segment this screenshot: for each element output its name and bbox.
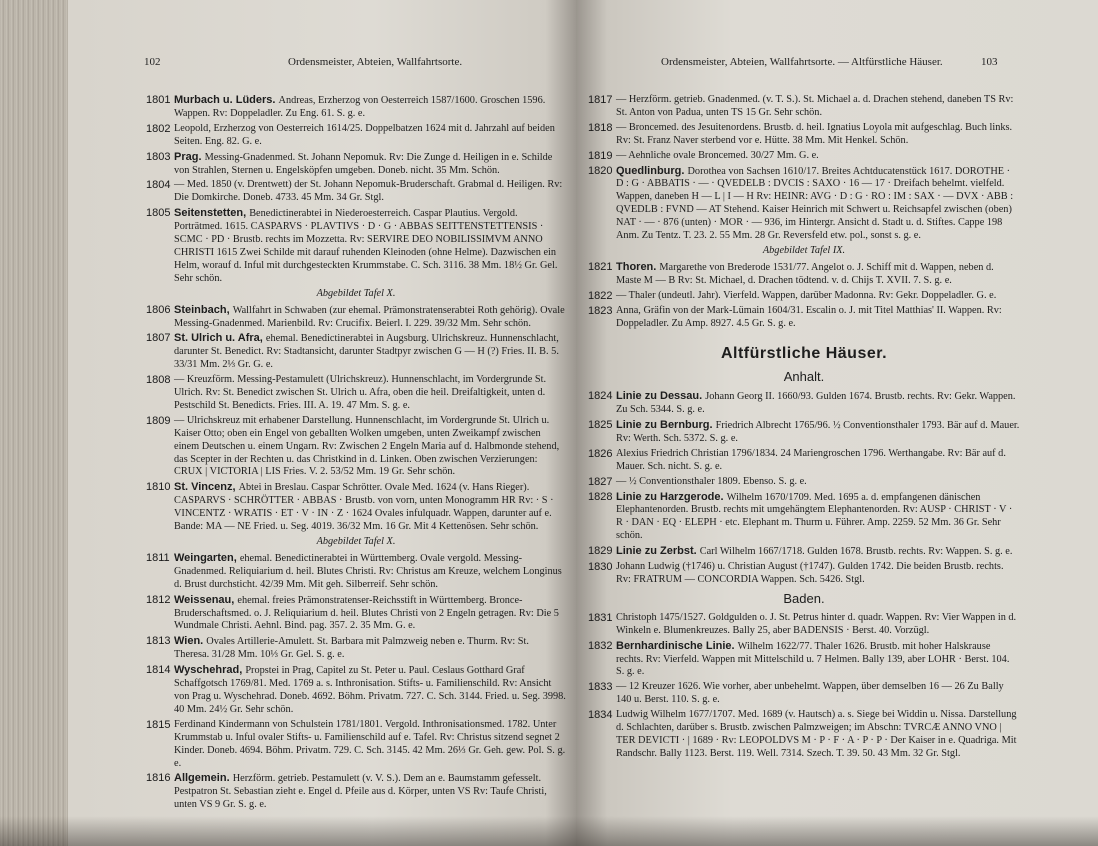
catalog-entry xyxy=(588,419,1020,446)
entry-text: Christoph 1475/1527. Goldgulden o. J. St. Petrus hinter d. quadr. Wappen. Rv: Vier Wappen in d. Winkeln e. Blumenkreuzes. Bally 25, aber BADENSIS · Berst. 40. Vorzügl. xyxy=(616,611,1017,636)
catalog-entry xyxy=(146,594,566,634)
entry-text: — Aehnliche ovale Broncemed. 30/27 Mm. G. e. xyxy=(616,149,819,161)
entry-heading: Murbach u. Lüders. xyxy=(174,94,279,106)
book-page-edges xyxy=(0,0,68,846)
left-running-title: Ordensmeister, Abteien, Wallfahrtsorte. xyxy=(288,56,463,68)
entry-number: 1801 xyxy=(146,94,171,106)
entry-heading: Thoren. xyxy=(616,260,660,273)
entry-number: 1829 xyxy=(588,545,613,558)
entry-number: 1831 xyxy=(588,611,613,624)
catalog-entry xyxy=(146,332,566,372)
catalog-entry xyxy=(146,94,566,121)
catalog-entry xyxy=(146,151,566,178)
catalog-entry xyxy=(146,179,566,205)
entry-number: 1823 xyxy=(588,304,613,317)
catalog-entry xyxy=(146,123,566,149)
entry-text: — Thaler (undeutl. Jahr). Vierfeld. Wappen, darüber Madonna. Rv: Gekr. Doppeladler. G. e. xyxy=(616,289,997,301)
entry-heading: Linie zu Harzgerode. xyxy=(616,490,727,503)
catalog-entry xyxy=(588,305,1020,331)
entry-text: Johann Georg II. 1660/93. Gulden 1674. Brustb. rechts. Rv: Gekr. Wappen. Zu Sch. 5344. S. g. e. xyxy=(616,391,1016,416)
entry-text: Abtei in Breslau. Caspar Schrötter. Ovale Med. 1624 (v. Hans Rieger). CASPARVS · SCHRÖTTER · ABBAS · Brustb. von vorn, unten Monogramm HR Rv: · S · VINCENTZ · WRATIS · ET · V · IN · Z · 1624 Ovales infulquadr. Wappen, darunter auf e. Bande: MA — NE Fried. u. Seg. 4019. 36/32 Mm. 16 Gr. Mit 4 Kettenösen. Sehr schön. xyxy=(174,482,554,533)
entry-number: 1816 xyxy=(146,772,171,785)
entry-heading: St. Vincenz, xyxy=(174,481,239,494)
entry-text: Wallfahrt in Schwaben (zur ehemal. Prämonstratenserabtei Roth gehörig). Ovale Messing-Gnadenmed. Marienbild. Rv: Crucifix. Beierl. I. 229. 39/32 Mm. Sehr schön. xyxy=(174,304,565,329)
catalog-entry xyxy=(588,681,1020,707)
entry-number: 1815 xyxy=(146,718,171,731)
catalog-entry xyxy=(146,374,566,413)
entry-number: 1806 xyxy=(146,303,171,316)
entry-text: Wilhelm 1622/77. Thaler 1626. Brustb. mit hoher Halskrause rechts. Rv: Vierfeld. Wappen mit Mittelschild u. 7 Helmen. Bally 139, aber LOHR · Berst. 104. S. g. e. xyxy=(616,640,1010,678)
entry-text: — Herzförm. getrieb. Gnadenmed. (v. T. S.). St. Michael a. d. Drachen stehend, daneben TS Rv: St. Anton von Padua, unten TS 15 Gr. Sehr schön. xyxy=(616,94,1014,118)
left-page xyxy=(68,0,576,846)
entry-number: 1807 xyxy=(146,332,171,345)
entry-number: 1808 xyxy=(146,374,171,387)
entry-number: 1832 xyxy=(588,639,613,652)
entry-text: Messing-Gnadenmed. St. Johann Nepomuk. Rv: Die Zunge d. Heiligen in e. Schilde von Strahlen, Sternen u. Engelsköpfen umgeben. Doneb. nicht. 35 Mm. Schön. xyxy=(174,151,553,176)
entry-text: Ferdinand Kindermann von Schulstein 1781/1801. Vergold. Inthronisationsmed. 1782. Unter Krummstab u. Inful ovaler Stifts- u. Familienschild auf e. Tafel. Rv: Christus sitzend segnet 2 Kinder. Doneb. 4694. Böhm. Privatm. 729. C. Sch. 3145. 42 Mm. 26⅓ Gr. Geh. gew. Pol. S. g. e. xyxy=(174,718,566,769)
catalog-entry xyxy=(146,552,566,592)
catalog-entry xyxy=(146,304,566,331)
entry-number: 1834 xyxy=(588,709,613,722)
catalog-entry xyxy=(146,772,566,812)
figure-reference: Abgebildet Tafel X. xyxy=(316,536,396,547)
entry-number: 1814 xyxy=(146,664,171,677)
figure-reference: Abgebildet Tafel IX. xyxy=(762,244,846,256)
entry-number: 1830 xyxy=(588,561,613,574)
entry-heading: Wyschehrad, xyxy=(174,664,246,677)
entry-heading: Linie zu Zerbst. xyxy=(616,545,700,558)
catalog-entry xyxy=(146,207,566,285)
catalog-entry xyxy=(588,491,1020,544)
catalog-entry xyxy=(588,476,1020,489)
entry-number: 1825 xyxy=(588,419,613,432)
catalog-entry xyxy=(588,709,1020,761)
catalog-entry xyxy=(588,390,1020,417)
catalog-entry xyxy=(588,448,1020,474)
right-column xyxy=(588,94,1020,763)
catalog-entry xyxy=(146,415,566,480)
entry-number: 1809 xyxy=(146,414,171,427)
entry-heading: Linie zu Bernburg. xyxy=(616,419,716,432)
entry-text: Dorothea von Sachsen 1610/17. Breites Achtducatenstück 1617. DOROTHE · D : G · ABBATIS · — · QVEDELB : DVCIS : SAXO · 16 — 17 · Dreifach behelmt. vielfeld. Wappen, daneben H — L | I — H Rv: HEINR: AVG · D : G · RO : IM : SAX · — DVX · ABB : QVEDLB : FVND — AT Stehend. Kaiser Heinrich mit Schwert u. Reichsapfel zwischen (oben) NAT · — · 876 (unten) · MOR · — 936, im Hintergr. Ansicht d. Stadt u. d. Stiftes. Cappe 198 Anm. Zu Tentz. T. 23. 2. 55 Mm. 28 Gr. Reversfeld etw. pol., sonst s. g. e. xyxy=(616,165,1014,242)
catalog-entry xyxy=(588,94,1020,120)
entry-number: 1818 xyxy=(588,121,613,134)
entry-number: 1827 xyxy=(588,475,613,488)
entry-number: 1828 xyxy=(588,490,613,503)
catalog-entry xyxy=(146,635,566,662)
entry-text: Andreas, Erzherzog von Oesterreich 1587/1600. Groschen 1596. Wappen. Rv: Doppeladler. Zu Eng. 61. S. g. e. xyxy=(174,95,546,119)
entry-number: 1810 xyxy=(146,481,171,494)
left-column xyxy=(146,94,566,814)
right-running-title: Ordensmeister, Abteien, Wallfahrtsorte. — Altfürstliche Häuser. xyxy=(661,56,943,68)
entry-number: 1820 xyxy=(588,164,613,177)
entry-text: — Kreuzförm. Messing-Pestamulett (Ulrichskreuz). Hunnenschlacht, im Vordergrunde St. Ulrich. Rv: St. Benedict zwischen St. Ulrich u. Afra, oben die heil. Dreifaltigkeit, unten d. Pestschild St. Benedicts. Fries. III. A. 19. 47 Mm. S. g. e. xyxy=(174,374,547,411)
catalog-entry xyxy=(588,150,1020,163)
entry-number: 1819 xyxy=(588,149,613,162)
entry-text: — ½ Conventionsthaler 1809. Ebenso. S. g. e. xyxy=(616,475,807,487)
entry-heading: Linie zu Dessau. xyxy=(616,390,706,403)
entry-text: Friedrich Albrecht 1765/96. ½ Conventionsthaler 1793. Bär auf d. Mauer. Rv: Werth. Sch. 5372. S. g. e. xyxy=(616,420,1020,444)
entry-heading: Wien. xyxy=(174,635,207,648)
entry-number: 1811 xyxy=(146,551,170,564)
entry-text: Leopold, Erzherzog von Oesterreich 1614/25. Doppelbatzen 1624 mit d. Jahrzahl auf beiden Seiten. Eng. 82. G. e. xyxy=(174,122,555,147)
entry-heading: Weissenau, xyxy=(174,593,238,606)
entry-number: 1821 xyxy=(588,260,613,273)
entry-heading: Quedlinburg. xyxy=(616,164,688,177)
entry-heading: Steinbach, xyxy=(174,303,233,316)
catalog-entry xyxy=(146,481,566,534)
entry-text: — 12 Kreuzer 1626. Wie vorher, aber unbehelmt. Wappen, über demselben 16 — 26 Zu Bally 140 u. Berst. 110. S. g. e. xyxy=(616,681,1004,706)
entry-number: 1826 xyxy=(588,447,613,460)
catalog-entry xyxy=(588,165,1020,243)
right-page-number: 103 xyxy=(981,56,998,68)
entry-number: 1822 xyxy=(588,289,613,302)
entry-text: Margarethe von Brederode 1531/77. Angelot o. J. Schiff mit d. Wappen, neben d. Maste M — B Rv: St. Michael, d. Drachen tödtend. v. d. Chijs T. XVII. 7. S. g. e. xyxy=(616,261,994,286)
catalog-entry xyxy=(588,612,1020,638)
catalog-entry xyxy=(146,664,566,717)
entry-number: 1803 xyxy=(146,150,171,163)
catalog-entry xyxy=(588,122,1020,148)
entry-heading: Weingarten, xyxy=(174,551,240,564)
left-page-number: 102 xyxy=(144,56,161,68)
entry-text: Herzförm. getrieb. Pestamulett (v. V. S.). Dem an e. Baumstamm gefesselt. Pestpatron St. Sebastian zieht e. Engel d. Pfeile aus d. Körper, unten VS Rv: Taufe Christi, unten VS 9 Gr. S. g. e. xyxy=(174,773,547,811)
entry-text: Ovales Artillerie-Amulett. St. Barbara mit Palmzweig neben e. Thurm. Rv: St. Theresa. 31/28 Mm. 10⅓ Gr. Gel. S. g. e. xyxy=(174,636,529,661)
entry-text: Benedictinerabtei in Niederoesterreich. Caspar Plautius. Vergold. Porträtmed. 1615. CASPARVS · PLAVTIVS · D · G · ABBAS SEITTENSTETTENSIS · SCMC · PD · Brustb. rechts im Mozzetta. Rv: SERVIRE DEO NOBILISSIMVM ANNO CHRISTI 1615 Zwei Schilde mit darauf ruhenden Kleinoden (ohne Helme). Dazwischen ein Helm, worauf d. Inful mit durchgesteckten Krummstabe. C. Sch. 3116. 38 Mm. 18½ Gr. Gel. Sehr schön. xyxy=(174,208,558,284)
entry-number: 1824 xyxy=(588,390,613,403)
entry-heading: St. Ulrich u. Afra, xyxy=(174,332,266,345)
entry-text: ehemal. Benedictinerabtei in Württemberg. Ovale vergold. Messing-Gnadenmed. Reliquiarium d. heil. Blutes Christi. Rv: Christus am Kreuze, welchem Longinus d. Brust durchsticht. 42/39 Mm. Mit geh. Silberreif. Sehr schön. xyxy=(174,552,562,590)
entry-heading: Prag. xyxy=(174,150,205,163)
entry-number: 1805 xyxy=(146,207,171,220)
entry-text: — Ulrichskreuz mit erhabener Darstellung. Hunnenschlacht, im Vordergrunde St. Ulrich u. Kaiser Otto; oben ein Engel von geballten Wolken umgeben, unten Zweikampf zwischen einem Deutschen u. einem Ungarn. Rv: Zwischen 2 Engeln Maria auf d. Halbmonde stehend, das Scepter in der Rechten u. das Christkind in d. Linken. Oben zwischen Verzierungen: CRUX | VICTORIA | LIS Fries. V. 2. 53/52 Mm. 19 Gr. Sehr schön. xyxy=(174,414,560,478)
entry-number: 1813 xyxy=(146,635,171,648)
catalog-entry xyxy=(588,261,1020,288)
section-title: Altfürstliche Häuser. xyxy=(720,345,888,363)
entry-text: Propstei in Prag, Capitel zu St. Peter u. Paul. Ceslaus Gotthard Graf Schaffgotsch 1769/81. Med. 1769 a. s. Inthronisation. Stifts- u. Familienschild. Rv: Ansicht von Prag u. Wyschehrad. Doneb. 4692. Böhm. Privatm. 727. C. Sch. 3144. Fried. u. Seg. 3998. 40 Mm. 24½ Gr. Sehr schön. xyxy=(174,665,566,715)
entry-number: 1817 xyxy=(588,94,613,106)
entry-text: ehemal. freies Prämonstratenser-Reichsstift in Württemberg. Bronce-Bruderschaftsmed. o. J. Reliquiarium d. heil. Blutes Christi von 2 Engeln getragen. Rv: Die 5 Wundmale Christi. Aehnl. Bind. pag. 357. 2. 35 Mm. G. e. xyxy=(174,594,559,632)
entry-text: Johann Ludwig (†1746) u. Christian August (†1747). Gulden 1742. Die beiden Brustb. rechts. Rv: FRATRUM — CONCORDIA Wappen. Sch. 5426. Stgl. xyxy=(616,561,1004,585)
subsection-anhalt: Anhalt. xyxy=(783,369,825,385)
right-page xyxy=(576,0,1098,846)
entry-number: 1804 xyxy=(146,179,171,192)
catalog-entry xyxy=(588,545,1020,559)
entry-text: Alexius Friedrich Christian 1796/1834. 24 Mariengroschen 1796. Werthangabe. Rv: Bär auf d. Mauer. Sch. nicht. S. g. e. xyxy=(616,447,1006,472)
entry-number: 1802 xyxy=(146,122,171,135)
catalog-entry xyxy=(588,561,1020,587)
catalog-entry xyxy=(588,640,1020,680)
catalog-entry xyxy=(146,719,566,771)
bottom-shadow xyxy=(0,816,1098,846)
entry-heading: Allgemein. xyxy=(174,772,233,785)
entry-text: Wilhelm 1670/1709. Med. 1695 a. d. empfangenen dänischen Elephantenorden. Brustb. rechts mit umgehängtem Elephantenorden. Rv: AUSP · CHRIST · V · R · DAN · EQ · ELEPH · etc. Elephant m. Thurm u. Führer. Amp. 2259. 52 Mm. 36 Gr. Sehr schön. xyxy=(616,491,1013,542)
entry-heading: Bernhardinische Linie. xyxy=(616,639,738,652)
entry-text: Anna, Gräfin von der Mark-Lümain 1604/31. Escalin o. J. mit Titel Matthias' II. Wappen. Rv: Doppeladler. Zu Amp. 8927. 4.5 Gr. S. g. e. xyxy=(616,304,1002,329)
entry-text: Carl Wilhelm 1667/1718. Gulden 1678. Brustb. rechts. Rv: Wappen. S. g. e. xyxy=(699,546,1013,558)
entry-text: — Med. 1850 (v. Drentwett) der St. Johann Nepomuk-Bruderschaft. Grabmal d. Heiligen. Rv: Die Domkirche. Doneb. 4733. 45 Mm. 34 Gr. Stgl. xyxy=(174,179,563,204)
figure-reference: Abgebildet Tafel X. xyxy=(316,287,396,299)
entry-number: 1833 xyxy=(588,681,613,694)
entry-number: 1812 xyxy=(146,593,171,606)
entry-heading: Seitenstetten, xyxy=(174,207,250,220)
subsection-baden: Baden. xyxy=(783,590,825,606)
entry-text: — Broncemed. des Jesuitenordens. Brustb. d. heil. Ignatius Loyola mit aufgeschlag. Buch links. Rv: St. Franz Naver sterbend vor e. Hütte. 38 Mm. Mit Henkel. Schön. xyxy=(616,121,1013,146)
entry-text: ehemal. Benedictinerabtei in Augsburg. Ulrichskreuz. Hunnenschlacht, darunter St. Benedict. Rv: Stadtansicht, darunter Stadtpyr zwischen G — H (?) Fries. II. B. 5. 33/31 Mm. 2⅓ Gr. G. e. xyxy=(174,333,559,371)
entry-text: Ludwig Wilhelm 1677/1707. Med. 1689 (v. Hautsch) a. s. Siege bei Widdin u. Nissa. Darstellung d. Schlachten, darüber s. Brustb. zwischen Palmzweigen; im Abschn: TVRCÆ ANNO VNO | TER DEVICTI · | 1689 · Rv: LEOPOLDVS M · P · F · A · P · P · Der Kaiser in e. Quadriga. Mit Randschr. Bally 1123. Berst. 119. Well. 7314. Szech. T. 39. 50. 43 Mm. 32 Gr. Stgl. xyxy=(616,709,1017,759)
catalog-entry xyxy=(588,290,1020,303)
